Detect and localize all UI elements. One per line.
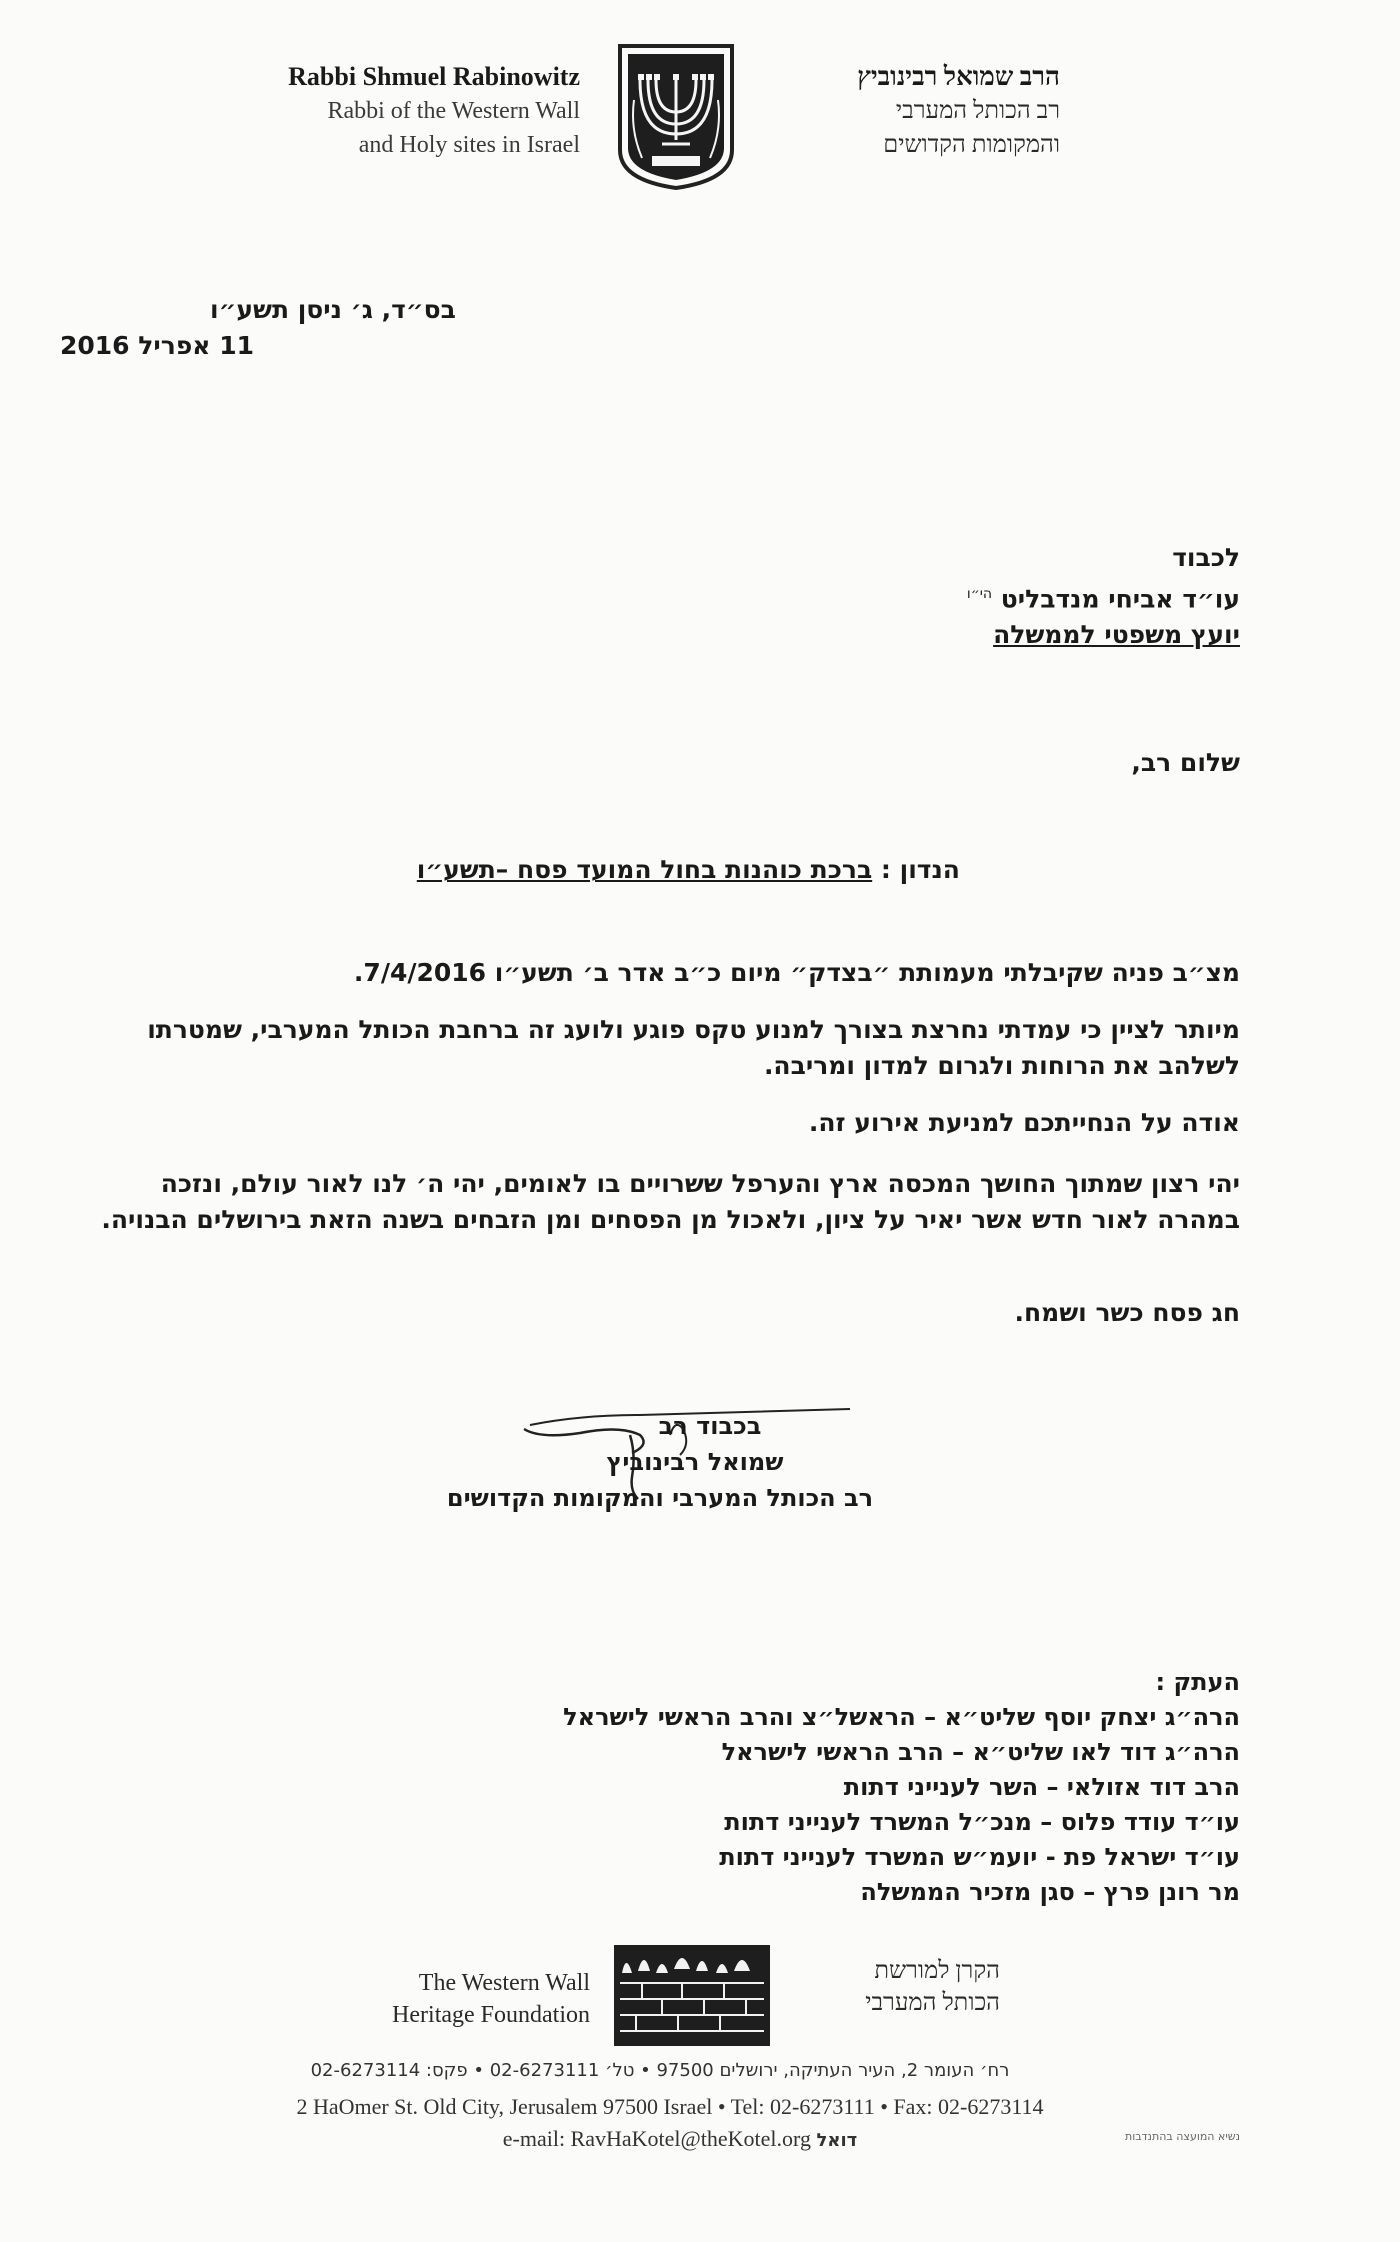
date-hebrew: בס״ד, ג׳ ניסן תשע״ו <box>210 295 456 324</box>
footer-address-he: רח׳ העומר 2, העיר העתיקה, ירושלים 97500 • טל׳ 02-6273111 • פקס: 02-6273114 <box>310 2060 1010 2081</box>
subject-text: ברכת כוהנות בחול המועד פסח –תשע״ו <box>416 855 873 884</box>
footer-email-address[interactable]: e-mail: RavHaKotel@theKotel.org <box>502 2126 811 2151</box>
header-english <box>200 60 580 162</box>
cc-item-4: עו״ד עודד פלוס – מנכ״ל המשרד לענייני דתות <box>724 1808 1240 1836</box>
cc-list <box>380 1665 1240 1910</box>
body-paragraph-3: אודה על הנחייתכם למניעת אירוע זה. <box>808 1108 1240 1137</box>
cc-item-2: הרה״ג דוד לאו שליט״א – הרב הראשי לישראל <box>721 1738 1240 1766</box>
body-paragraph-4: יהי רצון שמתוך החושך המכסה ארץ והערפל ששרויים בו לאומים, יהי ה׳ לנו לאור עולם, ונזכה במהרה לאור חדש אשר יאיר על ציון, ולאכול מן הפסחים ומן הזבחים בשנה הזאת בירושלים הבנויה. <box>101 1169 1240 1234</box>
footer-address-en: 2 HaOmer St. Old City, Jerusalem 97500 Israel • Tel: 02-6273111 • Fax: 02-6273114 <box>296 2094 1044 2119</box>
cc-item-1: הרה״ג יצחק יוסף שליט״א – הראשל״צ והרב הראשי לישראל <box>563 1703 1240 1731</box>
subject-line <box>360 855 960 884</box>
footer-en-line2: Heritage Foundation <box>392 2002 590 2028</box>
signature-title: רב הכותל המערבי והמקומות הקדושים <box>446 1484 874 1512</box>
signature-closing: בכבוד רב <box>658 1412 762 1440</box>
addressee-name: עו״ד אביחי מנדבליט <box>1000 584 1240 614</box>
addressee-line1: לכבוד <box>1172 543 1240 572</box>
letter-date <box>60 292 460 364</box>
addressee-line2 <box>860 576 1240 617</box>
body-paragraph-2: מיותר לציין כי עמדתי נחרצת בצורך למנוע טקס פוגע ולועג זה ברחבת הכותל המערבי, שמטרתו לשלהב את הרוחות ולגרום למדון ומריבה. <box>147 1015 1240 1080</box>
addressee-title: יועץ משפטי לממשלה <box>993 620 1240 650</box>
body-paragraph-5: חג פסח כשר ושמח. <box>1014 1298 1240 1327</box>
footer-foundation-en <box>300 1967 590 2031</box>
cc-item-6: מר רונן פרץ – סגן מזכיר הממשלה <box>860 1878 1240 1906</box>
addressee-block <box>860 540 1240 653</box>
body-paragraph-1: מצ״ב פניה שקיבלתי מעמותת ״בצדק״ מיום כ״ב אדר ב׳ תשע״ו 7/4/2016. <box>353 958 1240 987</box>
footer-small-note: נשיא המועצה בהתנדבות <box>1124 2130 1240 2143</box>
rabbi-title-he-2: והמקומות הקדושים <box>883 132 1060 158</box>
subject-label: הנדון : <box>880 855 960 884</box>
footer-email <box>450 2126 910 2152</box>
state-emblem-icon <box>612 40 740 192</box>
western-wall-logo-icon <box>612 1943 772 2048</box>
addressee-honorific: הי״ו <box>966 586 993 602</box>
footer-he-line1: הקרן למורשת <box>874 1958 1000 1984</box>
cc-item-5: עו״ד ישראל פת - יועמ״ש המשרד לענייני דתות <box>719 1843 1240 1871</box>
footer-email-label-he: דואל <box>816 2130 858 2151</box>
greeting: שלום רב, <box>1131 748 1240 777</box>
footer-en-line1: The Western Wall <box>418 1970 590 1996</box>
rabbi-name-he: הרב שמואל רבינוביץ <box>857 62 1060 91</box>
rabbi-name-en: Rabbi Shmuel Rabinowitz <box>288 62 580 91</box>
rabbi-title-en-1: Rabbi of the Western Wall <box>327 98 580 124</box>
rabbi-title-en-2: and Holy sites in Israel <box>358 132 580 158</box>
rabbi-title-he-1: רב הכותל המערבי <box>895 98 1060 124</box>
footer-he-line2: הכותל המערבי <box>865 1990 1000 2016</box>
cc-label: העתק : <box>1155 1668 1240 1696</box>
signature-name: שמואל רבינוביץ <box>606 1448 784 1476</box>
date-gregorian: 11 אפריל 2016 <box>60 331 254 360</box>
cc-item-3: הרב דוד אזולאי – השר לענייני דתות <box>843 1773 1240 1801</box>
footer-foundation-he <box>800 1955 1000 2019</box>
header-hebrew <box>760 60 1060 162</box>
signature-block <box>420 1408 900 1516</box>
